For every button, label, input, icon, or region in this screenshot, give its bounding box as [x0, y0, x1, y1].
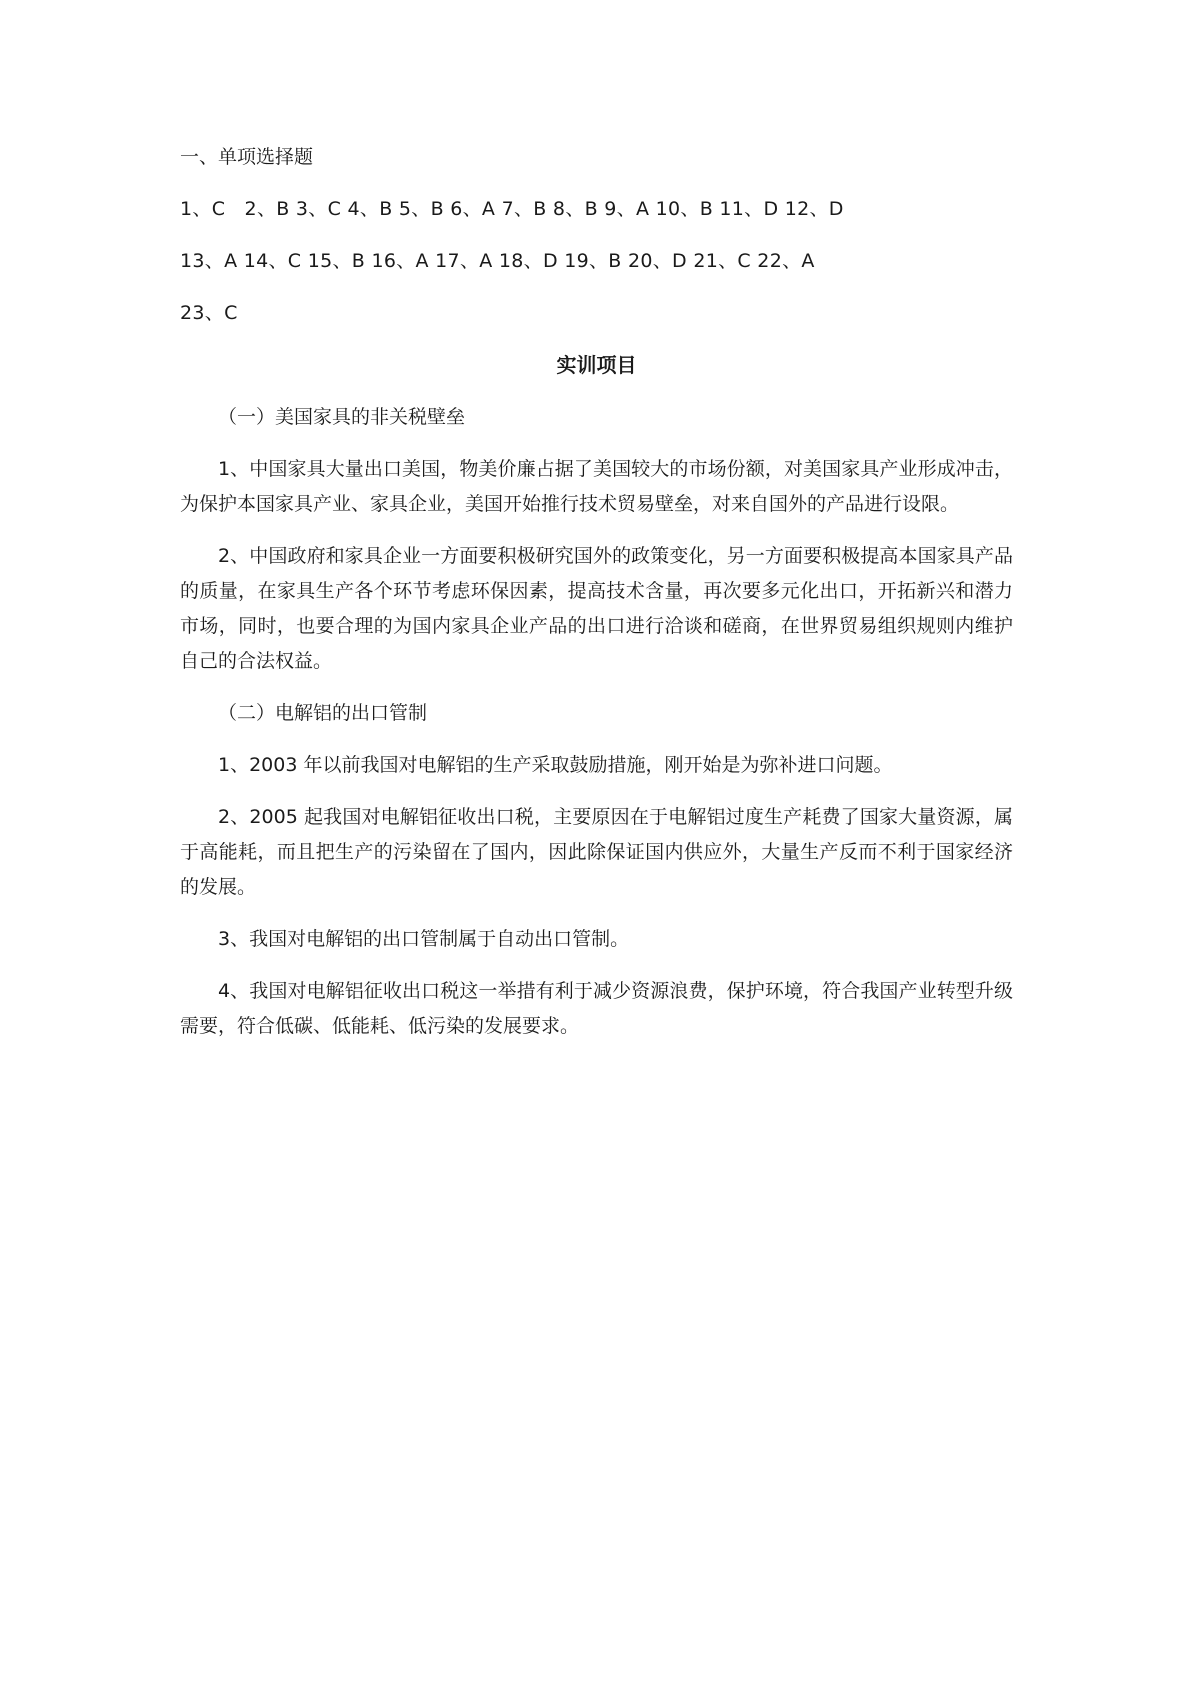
part2-paragraph-4: 4、我国对电解铝征收出口税这一举措有利于减少资源浪费，保护环境，符合我国产业转型升级需要，符合低碳、低能耗、低污染的发展要求。: [180, 980, 1013, 1037]
part1-paragraph-1: 1、中国家具大量出口美国，物美价廉占据了美国较大的市场份额，对美国家具产业形成冲击，为保护本国家具产业、家具企业，美国开始推行技术贸易壁垒，对来自国外的产品进行设限。: [180, 458, 1013, 515]
part2-paragraph-2: 2、2005 起我国对电解铝征收出口税，主要原因在于电解铝过度生产耗费了国家大量资源，属于高能耗，而且把生产的污染留在了国内，因此除保证国内供应外，大量生产反而不利于国家经济的发展。: [180, 806, 1013, 898]
document-content: [180, 140, 1013, 1061]
answer-line-3: 23、C: [180, 302, 238, 324]
part1-paragraph-2: 2、中国政府和家具企业一方面要积极研究国外的政策变化，另一方面要积极提高本国家具产品的质量，在家具生产各个环节考虑环保因素，提高技术含量，再次要多元化出口，开拓新兴和潜力市场，同时，也要合理的为国内家具企业产品的出口进行洽谈和磋商，在世界贸易组织规则内维护自己的合法权益。: [180, 545, 1013, 672]
section-heading: 一、单项选择题: [180, 146, 314, 168]
answer-line-2: 13、A 14、C 15、B 16、A 17、A 18、D 19、B 20、D 21、C 22、A: [180, 250, 815, 272]
part2-paragraph-3: 3、我国对电解铝的出口管制属于自动出口管制。: [218, 928, 630, 950]
answer-line-1: 1、C 2、B 3、C 4、B 5、B 6、A 7、B 8、B 9、A 10、B 11、D 12、D: [180, 198, 844, 220]
page-title: 实训项目: [556, 353, 637, 377]
part1-heading: （一）美国家具的非关税壁垒: [218, 406, 466, 428]
part2-paragraph-1: 1、2003 年以前我国对电解铝的生产采取鼓励措施，刚开始是为弥补进口问题。: [218, 754, 893, 776]
part2-heading: （二）电解铝的出口管制: [218, 702, 428, 724]
